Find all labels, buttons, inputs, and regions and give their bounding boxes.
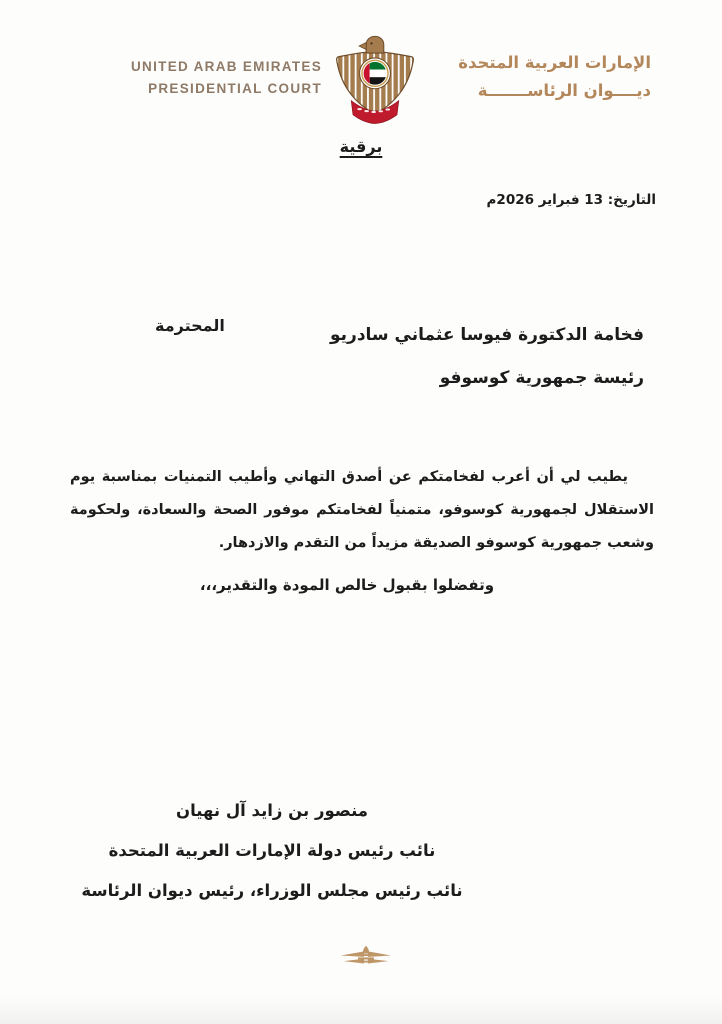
footer-winged-emblem-icon [338, 943, 394, 971]
addressee-honorific: المحترمة [155, 316, 225, 335]
closing-line: وتفضلوا بقبول خالص المودة والتقدير،،، [199, 576, 495, 594]
org-name-en-line2: PRESIDENTIAL COURT [148, 81, 322, 96]
signature-name: منصور بن زايد آل نهيان [175, 801, 369, 820]
org-name-ar-line2: ديــــوان الرئاســـــــة [477, 81, 651, 100]
signature-title-2: نائب رئيس مجلس الوزراء، رئيس ديوان الرئاسة [81, 881, 463, 900]
footer-emblem-svg [338, 943, 394, 969]
falcon-emblem-svg [331, 33, 419, 133]
body-paragraph: يطيب لي أن أعرب لفخامتكم عن أصدق التهاني وأطيب التمنيات بمناسبة يوم الاستقلال لجمهورية كوسوفو، متمنياً لفخامتكم موفور الصحة والسعادة، ولحكومة وشعب جمهورية كوسوفو الصديقة مزيداً من التقدم والازدهار. [70, 469, 654, 551]
addressee-block [330, 314, 644, 400]
org-name-en-line1: UNITED ARAB EMIRATES [131, 59, 322, 74]
date-line: التاريخ: 13 فبراير 2026م [486, 192, 656, 208]
addressee-title: رئيسة جمهورية كوسوفو [439, 368, 644, 388]
addressee-name: فخامة الدكتورة فيوسا عثماني سادريو [329, 325, 644, 345]
org-name-arabic [425, 49, 651, 105]
uae-coat-of-arms-icon [331, 33, 419, 133]
scan-edge-shading [0, 996, 722, 1024]
org-name-ar-line1: الإمارات العربية المتحدة [458, 53, 651, 72]
org-name-english [100, 56, 322, 100]
signature-title-1: نائب رئيس دولة الإمارات العربية المتحدة [108, 841, 436, 860]
signature-block [16, 791, 528, 911]
doc-type-label: برقية [339, 137, 383, 156]
